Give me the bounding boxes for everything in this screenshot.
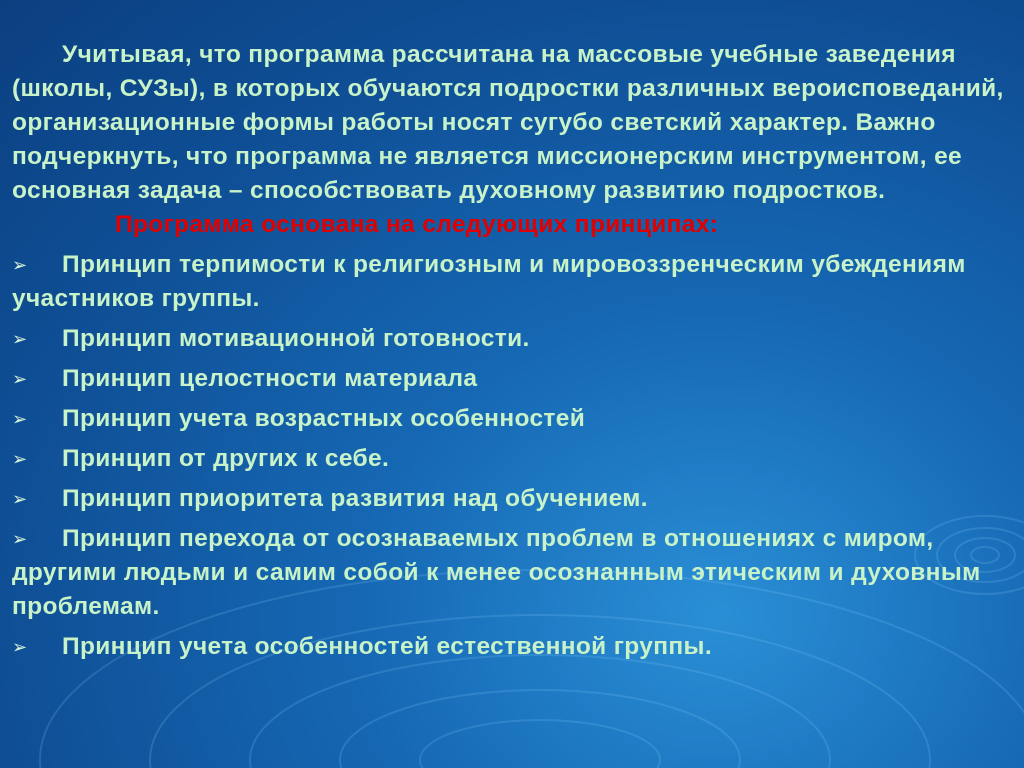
arrow-bullet-icon: ➢: [12, 449, 28, 469]
principle-text: Принцип целостности материала: [62, 365, 478, 392]
principle-item: [12, 442, 1012, 476]
principle-text: Принцип мотивационной готовности.: [62, 325, 530, 352]
principle-text: Принцип перехода от осознаваемых проблем в отношениях с миром, другими людьми и самим собой к менее осознанным этическим и духовным проблемам.: [12, 525, 981, 620]
principle-item: [12, 630, 1012, 664]
arrow-bullet-icon: ➢: [12, 529, 28, 549]
principle-item: [12, 248, 1012, 316]
arrow-bullet-icon: ➢: [12, 637, 28, 657]
principle-item: [12, 482, 1012, 516]
principle-text: Принцип от других к себе.: [62, 445, 390, 472]
principle-text: Принцип учета возрастных особенностей: [62, 405, 586, 432]
principle-item: [12, 322, 1012, 356]
principle-text: Принцип приоритета развития над обучением.: [62, 485, 648, 512]
principles-heading: Программа основана на следующих принципах:: [115, 211, 719, 238]
principle-item: [12, 522, 1012, 624]
arrow-bullet-icon: ➢: [12, 329, 28, 349]
arrow-bullet-icon: ➢: [12, 369, 28, 389]
arrow-bullet-icon: ➢: [12, 489, 28, 509]
slide-content: [12, 38, 1012, 664]
principle-item: [12, 402, 1012, 436]
principle-text: Принцип учета особенностей естественной группы.: [62, 633, 712, 660]
principles-list: [12, 248, 1012, 664]
arrow-bullet-icon: ➢: [12, 255, 28, 275]
arrow-bullet-icon: ➢: [12, 409, 28, 429]
intro-paragraph: Учитывая, что программа рассчитана на массовые учебные заведения (школы, СУЗы), в которых обучаются подростки различных вероисповеданий, организационные формы работы носят сугубо светский характер. Важно подчеркнуть, что программа не является миссионерским инструментом, ее основная задача – способствовать духовному развитию подростков.: [12, 41, 1004, 204]
principle-item: [12, 362, 1012, 396]
principle-text: Принцип терпимости к религиозным и мировоззренческим убеждениям участников группы.: [12, 251, 966, 312]
